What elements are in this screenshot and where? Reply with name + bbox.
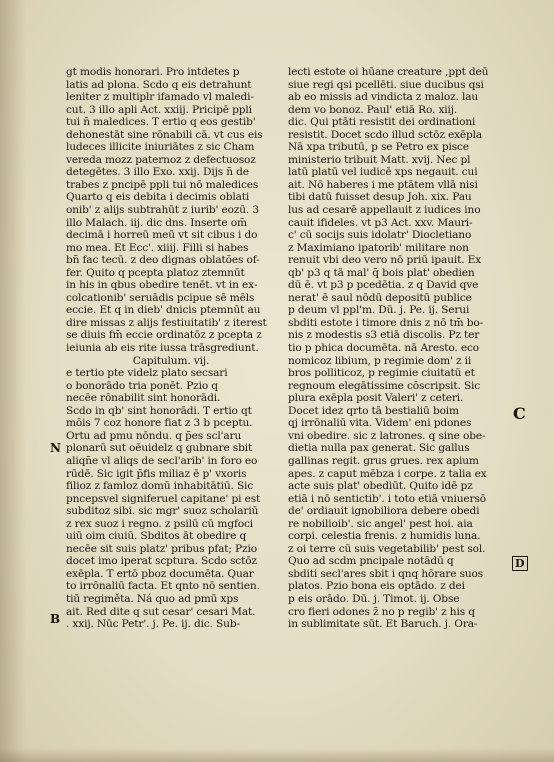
right-text-column [288, 66, 494, 631]
text-line: o bonorādo tria ponēt. Pzio q [66, 379, 218, 392]
text-line: necēe sit suis platz' pribus pfat; Pzio [66, 542, 257, 555]
left-text-column [66, 66, 276, 631]
text-line: eccie. Et q in dieb' dnicis ptemnūt au [66, 304, 261, 317]
text-line: etiā i nō sentictib'. i toto etiā vniuersō [288, 492, 486, 505]
text-line: uiū oim ciuiū. Sbditos āt obedire q [66, 530, 247, 543]
text-line: fer. Quito q pcepta platoz ztemnūt [66, 266, 245, 279]
text-line: . xxij. Nūc Petr'. j. Pe. ij. dic. Sub- [66, 618, 240, 631]
text-line: Nā xpa tributū, p se Petro ex pisce [288, 141, 469, 154]
text-line: cro fieri odones z̄ no p regib' z his q [288, 605, 475, 618]
text-line: se diuis fm̄ eccie ordinatōz z pcepta z [66, 329, 262, 342]
bottom-edge-shadow [0, 748, 554, 762]
text-line: lecti estote oi hūane creature ,ppt deū [288, 66, 489, 78]
text-line: z rex suoz i regno. z psilū cū mgfoci [66, 517, 253, 530]
text-line: rūdē. Sic igit p̄fis miliaz ē p' vxoris [66, 467, 247, 480]
text-line: vereda mozz paternoz z defectuosoz [66, 153, 256, 166]
text-line: trabes z pncipē ppli tui nō maledices [66, 178, 259, 191]
text-line: sbditi estote i timore dnis z nō tm̄ bo- [288, 316, 484, 329]
text-line: gt modis honorari. Pro intdetes p [66, 66, 240, 78]
text-line: exēpla. T ertō pboz documēta. Quar [66, 567, 254, 580]
text-line: z oi terre cū suis vegetabilib' pest sol. [288, 542, 486, 555]
text-line: dem vo bonoz. Paul' etiā Ro. xiij. [288, 103, 458, 116]
text-line: ait. Red dite q sut cesar' cesari Mat. [66, 605, 256, 618]
text-line: plura exēpla posit Valeri' z ceteri. [288, 392, 464, 405]
text-line: re nobilioib'. sic angel' pest hoi. aia [288, 517, 473, 530]
text-line: acte suis plat' obediūt. Quito idē pz [288, 480, 473, 493]
text-line: leniter z multiplr ifamado vl maledi- [66, 91, 254, 104]
text-line: bn̄ fac tecū. z deo dignas oblatões of- [66, 254, 260, 267]
text-line: nis z modestis s3 etiā discolis. Pz ter [288, 329, 480, 342]
text-line: qj irrōnaliū vita. Videm' eni pdones [288, 417, 472, 430]
text-line: ieiunia ab eis rite iussa trāsgrediunt. [66, 342, 259, 355]
text-line: nomicoz libium, p regimie dom' z ii [288, 354, 472, 367]
text-line: de' ordiauit ignobiliora debere obedi [288, 505, 480, 518]
text-line: z Maximiano ipatorib' militare non [288, 241, 469, 254]
text-line: aliqn̄e vl aliqs de secl'arib' in foro eo [66, 454, 258, 467]
text-line: Capitulum. vij. [132, 354, 210, 367]
text-line: regnoum elegātissime cōscripsit. Sic [288, 379, 481, 392]
text-line: detegētes. 3 illo Exo. xxij. Dijs n̄ de [66, 166, 249, 179]
text-line: tio p phica documēta. nā Aresto. eco [288, 342, 479, 355]
text-line: ab eo missis ad vindicta z maloz. lau [288, 91, 479, 104]
text-line: tiū regiměta. Ná quo ad pmū xps [66, 592, 239, 605]
text-line: gallinas regit. grus grues. rex apium [288, 454, 479, 467]
text-line: platos. Pzio bona eis optādo. z dei [288, 580, 465, 593]
text-line: dehonestāt sine rōnabili cā. vt cus eis [66, 128, 263, 141]
text-line: dic. Qui ptāti resistit dei ordinationi [288, 116, 476, 129]
text-line: plonarū sut oēuidelz q gubnare sbit [66, 442, 253, 455]
text-line: mōis 7 coz honore fiat z 3 b pceptu. [66, 417, 253, 430]
text-line: tui n̄ maledices. T ertio q eos gestib' [66, 116, 256, 129]
text-line: dū ē. vt p3 p pcedētia. z q David qve [288, 279, 479, 292]
text-line: apes. z caput mēbza i corpe. z talia ex [288, 467, 487, 480]
text-line: dire missas z alijs festiuitatib' z iterest [66, 316, 267, 329]
text-line: colcationib' seruādis pcipue sē mēls [66, 291, 255, 304]
text-line: dietia nulla pax generat. Sic gallus [288, 442, 470, 455]
text-line: docet imo iperat scptura. Scdo sctōz [66, 555, 257, 568]
text-line: Docet idez qrto tā bestialiū boim [288, 404, 459, 417]
gutter-shadow [0, 0, 26, 762]
margin-marker-d: D [512, 556, 528, 571]
margin-marker-c: C [513, 404, 526, 423]
text-line: tibi datū fuisset desup Joh. xix. Pau [288, 191, 472, 204]
text-line: in sublimitate sūt. Et Baruch. j. Ora- [288, 618, 478, 631]
text-line: c' cū socijs suis idolatr' Diocletiano [288, 229, 472, 242]
text-line: e tertio pte videlz plato secsari [66, 367, 228, 380]
text-line: mo mea. Et Ecc'. xiiij. Filli si habes [66, 241, 249, 254]
text-line: ministerio tribuit Matt. xvij. Nec pl [288, 153, 471, 166]
text-line: latū platū vel iudicē xps negauit. cui [288, 166, 478, 179]
text-line: cut. 3 illo apli Act. xxiij. Pricipē ppli [66, 103, 252, 116]
text-line: nerat' ē saul nōdū depositū publice [288, 291, 472, 304]
text-line: latis ad plona. Scdo q eis detrahunt [66, 78, 252, 91]
text-line: onib' z alijs subtrahūt z iurib' eozū. 3 [66, 204, 259, 217]
text-line: ait. Nō haberes i me ptātem vllā nisi [288, 178, 478, 191]
text-line: p deum vl ppl'm. Dū. j. Pe. ij. Serui [288, 304, 470, 317]
text-line: corpi. celestia frenis. z humidis luna. [288, 530, 481, 543]
text-line: cauit ifideles. vt p3 Act. xxv. Mauri- [288, 216, 473, 229]
text-line: Quo ad scdm pncipale notādū q [288, 555, 454, 568]
text-line: filioz z famloz domū inhabitātiū. Sic [66, 480, 254, 493]
text-line: renuit vbi deo vero nō priū ipauit. Ex [288, 254, 482, 267]
text-line: siue regi qsi pcellēti. siue ducibus qsi [288, 78, 484, 91]
text-line: p eis orādo. Dū. j. Timot. ij. Obse [288, 592, 460, 605]
text-line: illo Malach. iij. dic dns. Inserte om̄ [66, 216, 247, 229]
text-line: Quarto q eis debita i decimis oblati [66, 191, 250, 204]
text-line: sbditi secl'ares sbit i qnq hōrare suos [288, 567, 484, 580]
text-line: Ortu ad pmu nōndu. q p̄es scl'aru [66, 429, 242, 442]
text-line: in his in qbus obedire tenēt. vt in ex- [66, 279, 258, 292]
text-line: Scdo in qb' sint honorādi. T ertio qt [66, 404, 252, 417]
text-line: resistit. Docet scdo illud sctōz exēpla [288, 128, 483, 141]
text-line: to irrōnaliū facta. Et qnto nō sentien. [66, 580, 260, 593]
text-line: subditoz sibi. sic mgr' suoz scholariū [66, 505, 259, 518]
text-line: pncepsvel signiferuel capitane' pi est [66, 492, 261, 505]
text-line: decimā i horreū meū vt sit cibus i do [66, 229, 258, 242]
margin-marker-n: N [50, 441, 61, 455]
text-line: necēe rōnabilit sint honorādi. [66, 392, 221, 405]
text-line: lus ad cesarē appellauit z iudices ino [288, 204, 481, 217]
text-line: vni obedire. sic z latrones. q sine obe- [288, 429, 486, 442]
margin-marker-b: B [50, 612, 61, 626]
text-line: bros polliticoz, p regimie ciuitatū et [288, 367, 475, 380]
text-line: ludeces illicite iniuriātes z sic Cham [66, 141, 255, 154]
text-line: qb' p3 q tā mal' q̄ bois plat' obedien [288, 266, 475, 279]
